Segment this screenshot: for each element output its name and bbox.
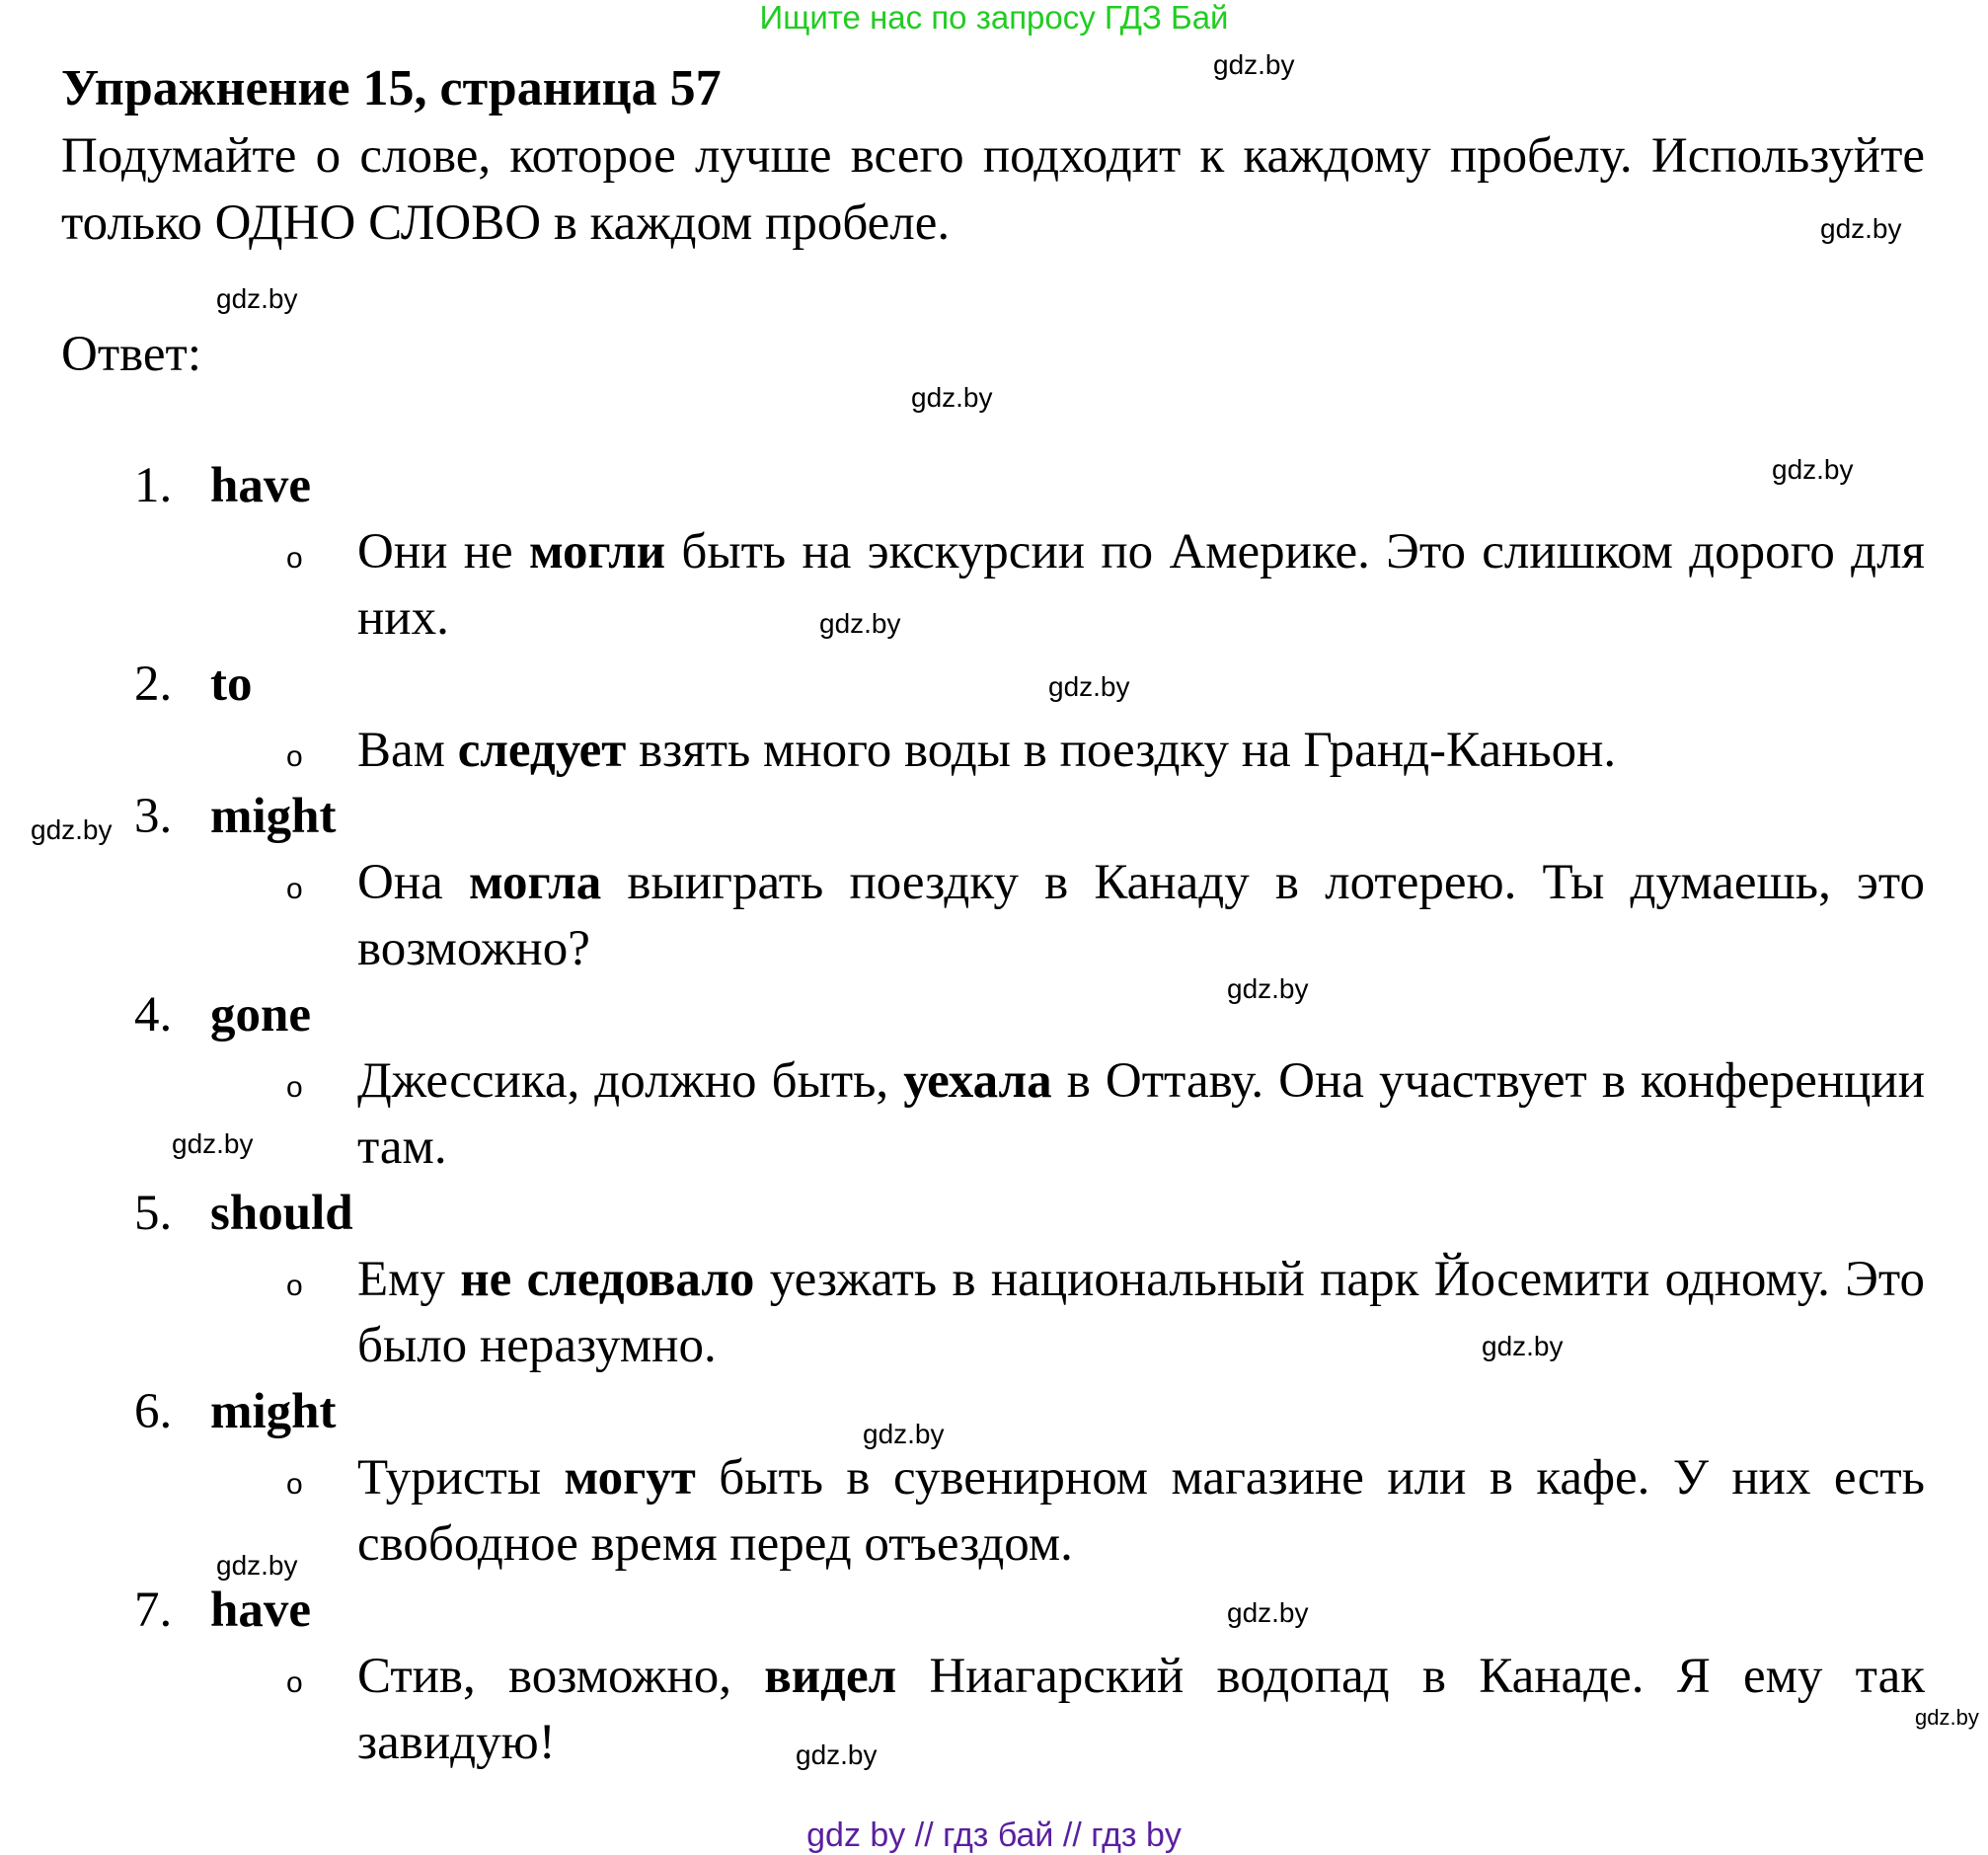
watermark: gdz.by: [863, 1419, 945, 1449]
answer-word: gone: [210, 987, 311, 1043]
watermark: gdz.by: [1213, 49, 1295, 80]
circle-bullet-icon: o: [286, 542, 303, 575]
translation-before: Туристы: [357, 1450, 565, 1506]
translation: [0, 718, 1988, 784]
answer-item: [0, 1181, 1988, 1379]
watermark: gdz.by: [1772, 454, 1854, 485]
translation-before: Вам: [357, 723, 458, 778]
translation-before: Она: [357, 855, 469, 910]
translation-key-word: могут: [564, 1450, 696, 1506]
answer-item-head: [0, 1181, 1988, 1247]
answer-item: [0, 982, 1988, 1181]
answer-word: should: [210, 1186, 353, 1241]
item-number: 4.: [134, 987, 173, 1043]
watermark: gdz.by: [911, 382, 993, 413]
watermark: gdz.by: [216, 1550, 298, 1581]
translation-text: [357, 1247, 1925, 1379]
translation-after: Ниагарский водопад в Канаде. Я ему так завидую!: [357, 1649, 1925, 1770]
translation-after: быть в сувенирном магазине или в кафе. У них есть свободное время перед отъездом.: [357, 1450, 1925, 1572]
translation-text: [357, 1445, 1925, 1578]
circle-bullet-icon: o: [286, 740, 303, 773]
watermark: gdz.by: [1048, 671, 1130, 702]
answer-item: [0, 652, 1988, 784]
translation-after: взять много воды в поездку на Гранд-Каньон.: [626, 723, 1617, 778]
answer-label: Ответ:: [61, 327, 201, 382]
circle-bullet-icon: o: [286, 1071, 303, 1104]
watermark: gdz.by: [172, 1128, 254, 1159]
item-number: 1.: [134, 458, 173, 513]
translation-text: [357, 1048, 1925, 1181]
answer-item: [0, 1379, 1988, 1578]
answer-item-head: [0, 784, 1988, 850]
item-number: 3.: [134, 789, 173, 844]
watermark: gdz.by: [819, 608, 901, 639]
answer-word: have: [210, 1583, 311, 1638]
answer-item: [0, 784, 1988, 982]
answer-word: might: [210, 789, 337, 844]
translation: [0, 1247, 1988, 1379]
answer-item-head: [0, 453, 1988, 519]
circle-bullet-icon: o: [286, 1270, 303, 1302]
watermark: gdz.by: [1227, 1597, 1309, 1628]
translation-text: [357, 1644, 1925, 1776]
promo-banner[interactable]: Ищите нас по запросу ГДЗ Бай: [759, 0, 1229, 36]
translation-key-word: могла: [468, 855, 602, 910]
translation-after: уезжать в национальный парк Йосемити одному. Это было неразумно.: [357, 1252, 1925, 1373]
answer-item: [0, 453, 1988, 652]
watermark: gdz.by: [1227, 973, 1309, 1004]
translation-after: в Оттаву. Она участвует в конференции там.: [357, 1053, 1925, 1175]
item-number: 7.: [134, 1583, 173, 1638]
watermark: gdz.by: [1915, 1705, 1979, 1730]
watermark: gdz.by: [1482, 1331, 1564, 1361]
watermark: gdz.by: [216, 283, 298, 314]
item-number: 6.: [134, 1384, 173, 1439]
translation-before: Ему: [357, 1252, 461, 1307]
answer-list: [0, 453, 1988, 1776]
watermark: gdz.by: [796, 1739, 878, 1770]
answer-item-head: [0, 1578, 1988, 1644]
translation-key-word: видел: [764, 1649, 897, 1704]
answer-word: have: [210, 458, 311, 513]
translation-after: быть на экскурсии по Америке. Это слишком дорого для них.: [357, 524, 1925, 646]
answer-item: [0, 1578, 1988, 1776]
circle-bullet-icon: o: [286, 873, 303, 905]
translation-before: Они не: [357, 524, 529, 580]
translation: [0, 850, 1988, 982]
watermark: gdz.by: [1820, 213, 1902, 244]
answer-word: might: [210, 1384, 337, 1439]
translation: [0, 519, 1988, 652]
translation-key-word: могли: [528, 524, 666, 580]
task-description: Подумайте о слове, которое лучше всего подходит к каждому пробелу. Используйте только ОДНО СЛОВО в каждом пробеле.: [61, 128, 1925, 251]
translation-key-word: не следовало: [460, 1252, 755, 1307]
answer-item-head: [0, 982, 1988, 1048]
answer-word: to: [210, 657, 253, 712]
circle-bullet-icon: o: [286, 1666, 303, 1699]
translation-before: Джессика, должно быть,: [357, 1053, 904, 1109]
answer-item-head: [0, 652, 1988, 718]
translation-text: [357, 718, 1925, 784]
translation-key-word: уехала: [903, 1053, 1052, 1109]
translation-before: Стив, возможно,: [357, 1649, 765, 1704]
translation-text: [357, 519, 1925, 652]
circle-bullet-icon: o: [286, 1468, 303, 1501]
item-number: 2.: [134, 657, 173, 712]
translation-after: выиграть поездку в Канаду в лотерею. Ты думаешь, это возможно?: [357, 855, 1926, 976]
footer-links[interactable]: gdz by // гдз бай // гдз by: [806, 1816, 1182, 1854]
translation-text: [357, 850, 1925, 982]
translation-key-word: следует: [457, 723, 627, 778]
translation: [0, 1644, 1988, 1776]
translation: [0, 1048, 1988, 1181]
answer-item-head: [0, 1379, 1988, 1445]
item-number: 5.: [134, 1186, 173, 1241]
translation: [0, 1445, 1988, 1578]
page-title: Упражнение 15, страница 57: [61, 60, 722, 116]
watermark: gdz.by: [31, 814, 113, 845]
